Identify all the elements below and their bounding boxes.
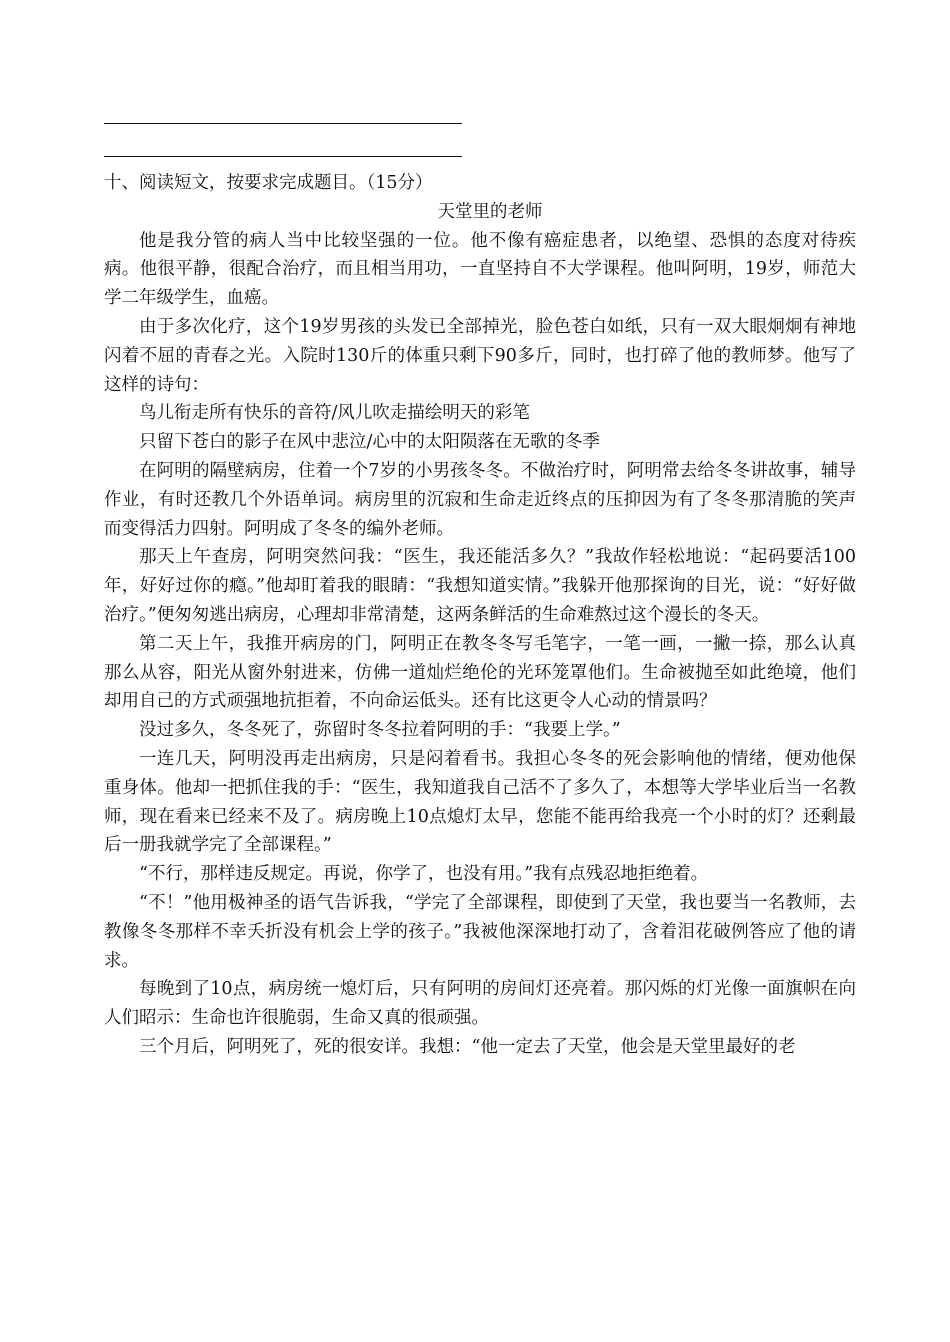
- section-heading: 十、阅读短文，按要求完成题目。（15分）: [104, 173, 433, 193]
- paragraph-7: 一连几天，阿明没再走出病房，只是闷着看书。我担心冬冬的死会影响他的情绪，便劝他保重身体。他却一把抓住我的手：“医生，我知道我自己活不了多久了，本想等大学毕业后当一名教师，现在看来已经来不及了。病房晚上10点熄灯太早，您能不能再给我亮一个小时的灯？还剩最后一册我就学完了全部课程。”: [104, 748, 856, 856]
- paragraph-6: 没过多久，冬冬死了，弥留时冬冬拉着阿明的手：“我要上学。”: [139, 720, 621, 741]
- paragraph-4: 那天上午查房，阿明突然问我：“医生，我还能活多久？”我故作轻松地说：“起码要活100年，好好过你的瘾。”他却盯着我的眼睛：“我想知道实情。”我躲开他那探询的目光，说：“好好做治疗。”便匆匆逃出病房，心理却非常清楚，这两条鲜活的生命难熬过这个漫长的冬天。: [104, 547, 856, 625]
- paragraph-9: “不！”他用极神圣的语气告诉我，“学完了全部课程，即使到了天堂，我也要当一名教师，去教像冬冬那样不幸夭折没有机会上学的孩子。”我被他深深地打动了，含着泪花破例答应了他的请求。: [104, 892, 856, 971]
- paragraph-5: 第二天上午，我推开病房的门，阿明正在教冬冬写毛笔字，一笔一画，一撇一捺，那么认真那么从容，阳光从窗外射进来，仿佛一道灿烂绝伦的光环笼罩他们。生命被抛至如此绝境，他们却用自己的方式顽强地抗拒着，不向命运低头。还有比这更令人心动的情景吗？: [104, 633, 856, 712]
- reading-passage: [104, 169, 856, 1062]
- paragraph-1: 他是我分管的病人当中比较坚强的一位。他不像有癌症患者，以绝望、恐惧的态度对待疾病。他很平静，很配合治疗，而且相当用功，一直坚持自不大学课程。他叫阿明，19岁，师范大学二年级学生，血癌。: [104, 230, 856, 309]
- paragraph-10: 每晚到了10点，病房统一熄灯后，只有阿明的房间灯还亮着。那闪烁的灯光像一面旗帜在向人们昭示：生命也许很脆弱，生命又真的很顽强。: [104, 979, 856, 1029]
- answer-blank-line-1[interactable]: [104, 123, 462, 124]
- paragraph-3: 在阿明的隔壁病房，住着一个7岁的小男孩冬冬。不做治疗时，阿明常去给冬冬讲故事，辅导作业，有时还教几个外语单词。病房里的沉寂和生命走近终点的压抑因为有了冬冬那清脆的笑声而变得活力四射。阿明成了冬冬的编外老师。: [104, 460, 856, 539]
- paragraph-2: 由于多次化疗，这个19岁男孩的头发已全部掉光，脸色苍白如纸，只有一双大眼炯炯有神地闪着不屈的青春之光。入院时130斤的体重只剩下90多斤，同时，也打碎了他的教师梦。他写了这样的诗句：: [104, 316, 856, 395]
- paragraph-8: “不行，那样违反规定。再说，你学了，也没有用。”我有点残忍地拒绝着。: [139, 864, 709, 885]
- answer-blank-line-2[interactable]: [104, 156, 462, 157]
- poem-line-1: 鸟儿衔走所有快乐的音符/风儿吹走描绘明天的彩笔: [139, 403, 530, 424]
- paragraph-11: 三个月后，阿明死了，死的很安详。我想：“他一定去了天堂，他会是天堂里最好的老: [139, 1036, 796, 1057]
- poem-line-2: 只留下苍白的影子在风中悲泣/心中的太阳陨落在无歌的冬季: [139, 432, 600, 453]
- article-title: 天堂里的老师: [437, 201, 543, 222]
